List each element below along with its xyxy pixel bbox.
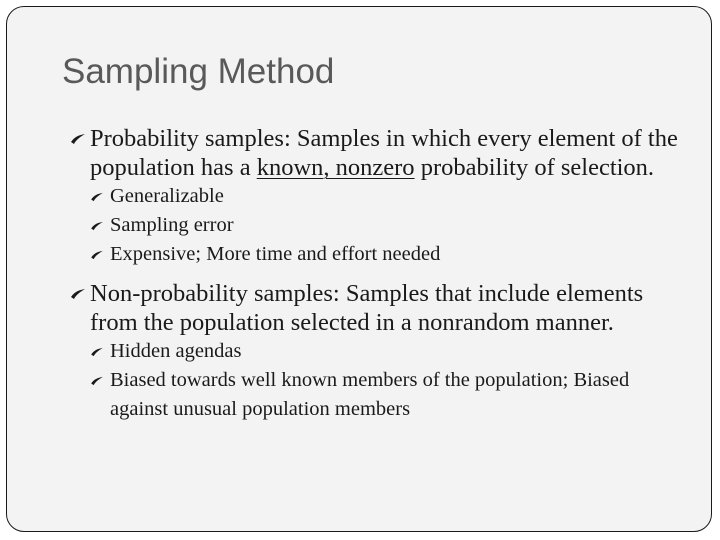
bullet-text: Probability samples: Samples in which every element of the population has a — [90, 125, 678, 181]
subbullet-text: Generalizable — [110, 185, 224, 207]
swoosh-bullet-icon — [90, 366, 108, 395]
swoosh-bullet-icon — [70, 279, 88, 308]
slide-body — [70, 124, 680, 424]
subbullet-text: Sampling error — [110, 214, 234, 236]
subbullet-biased — [70, 366, 680, 424]
subbullet-text: Biased towards well known members of the population; Biased against unusual population members — [110, 369, 630, 420]
swoosh-bullet-icon — [70, 124, 88, 153]
swoosh-bullet-icon — [90, 337, 108, 366]
subbullet-text: Hidden agendas — [110, 340, 242, 362]
swoosh-bullet-icon — [90, 211, 108, 240]
bullet-probability-samples — [70, 124, 680, 182]
subbullet-sampling-error — [70, 211, 680, 240]
subbullet-generalizable — [70, 182, 680, 211]
subbullet-text: Expensive; More time and effort needed — [110, 243, 441, 265]
swoosh-bullet-icon — [90, 240, 108, 269]
subbullet-hidden-agendas — [70, 337, 680, 366]
bullet-non-probability-samples — [70, 279, 680, 337]
swoosh-bullet-icon — [90, 182, 108, 211]
underlined-phrase: known, nonzero — [256, 154, 415, 181]
bullet-text-end: probability of selection. — [414, 154, 655, 181]
bullet-text: Non-probability samples: Samples that include elements from the population selected in a nonrandom manner. — [90, 280, 644, 336]
slide-title: Sampling Method — [62, 52, 335, 91]
subbullet-expensive — [70, 240, 680, 269]
